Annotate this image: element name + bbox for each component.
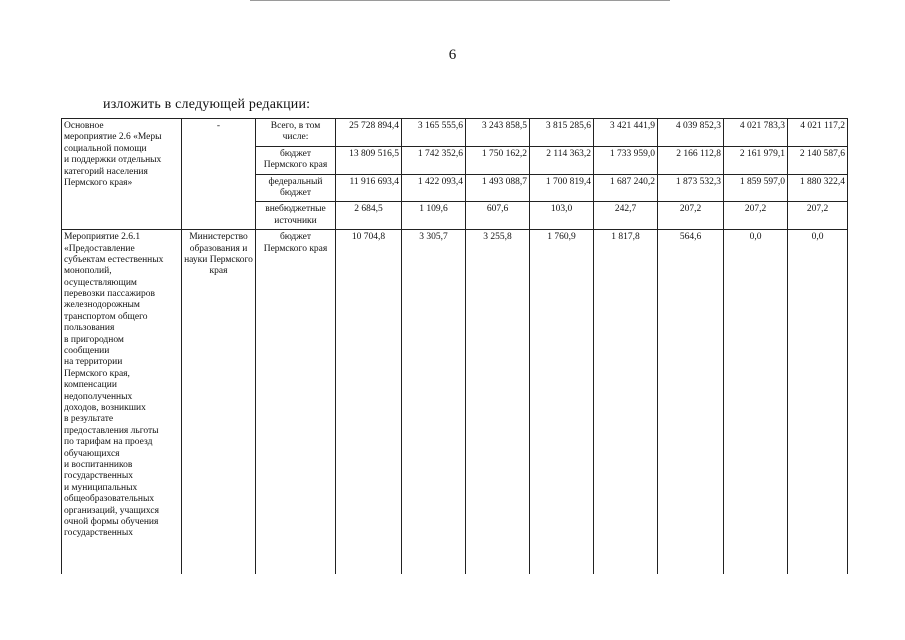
table-cell: 3 243 858,5 [466, 119, 530, 147]
table-row [62, 230, 848, 575]
table-cell: 13 809 516,5 [336, 146, 402, 174]
table-cell: 1 880 322,4 [788, 174, 848, 202]
funding-source-label: бюджет Пермского края [256, 146, 336, 174]
table-cell: 3 255,8 [466, 230, 530, 575]
table-row [62, 119, 848, 147]
budget-table [61, 118, 848, 574]
sub-activity-name: Мероприятие 2.6.1 «Предоставление субъектам естественных монополий, осуществляющим перевозки пассажиров железнодорожным транспортом общего пользования в пригородном сообщении на территории Пермского края, компенсации недополученных доходов, возникших в результате предоставления льготы по тарифам на проезд обучающихся и воспитанников государственных и муниципальных общеобразовательных организаций, учащихся очной формы обучения государственных [62, 230, 182, 575]
table-cell: 564,6 [658, 230, 724, 575]
table-cell: 25 728 894,4 [336, 119, 402, 147]
table-cell: 2 114 363,2 [530, 146, 594, 174]
table-cell: 10 704,8 [336, 230, 402, 575]
main-activity-executor: - [182, 119, 256, 230]
table-cell: 607,6 [466, 202, 530, 230]
table-cell: 1 687 240,2 [594, 174, 658, 202]
funding-source-label: Всего, в том числе: [256, 119, 336, 147]
top-border-line [250, 0, 670, 1]
table-cell: 1 493 088,7 [466, 174, 530, 202]
table-cell: 3 815 285,6 [530, 119, 594, 147]
table-cell: 1 760,9 [530, 230, 594, 575]
table-cell: 3 165 555,6 [402, 119, 466, 147]
table-cell: 2 161 979,1 [724, 146, 788, 174]
table-cell: 1 109,6 [402, 202, 466, 230]
table-cell: 1 422 093,4 [402, 174, 466, 202]
table-cell: 3 305,7 [402, 230, 466, 575]
table-cell: 2 166 112,8 [658, 146, 724, 174]
intro-text: изложить в следующей редакции: [103, 97, 311, 112]
table-cell: 11 916 693,4 [336, 174, 402, 202]
table-cell: 2 684,5 [336, 202, 402, 230]
table-cell: 207,2 [788, 202, 848, 230]
funding-source-label: внебюджетные источники [256, 202, 336, 230]
table-cell: 207,2 [724, 202, 788, 230]
table-cell: 1 817,8 [594, 230, 658, 575]
funding-source-label: федеральный бюджет [256, 174, 336, 202]
table-cell: 1 700 819,4 [530, 174, 594, 202]
table-cell: 103,0 [530, 202, 594, 230]
table-cell: 0,0 [788, 230, 848, 575]
table-cell: 1 742 352,6 [402, 146, 466, 174]
table-cell: 1 859 597,0 [724, 174, 788, 202]
table-cell: 4 039 852,3 [658, 119, 724, 147]
sub-activity-executor: Министерство образования и науки Пермского края [182, 230, 256, 575]
table-cell: 207,2 [658, 202, 724, 230]
table-cell: 4 021 783,3 [724, 119, 788, 147]
table-cell: 4 021 117,2 [788, 119, 848, 147]
table-cell: 3 421 441,9 [594, 119, 658, 147]
table-cell: 2 140 587,6 [788, 146, 848, 174]
table-cell: 1 873 532,3 [658, 174, 724, 202]
funding-source-label: бюджет Пермского края [256, 230, 336, 575]
table-cell: 0,0 [724, 230, 788, 575]
table-cell: 1 733 959,0 [594, 146, 658, 174]
main-activity-name: Основное мероприятие 2.6 «Меры социальной помощи и поддержки отдельных категорий населения Пермского края» [62, 119, 182, 230]
table-cell: 1 750 162,2 [466, 146, 530, 174]
table-cell: 242,7 [594, 202, 658, 230]
page-number: 6 [448, 47, 457, 63]
